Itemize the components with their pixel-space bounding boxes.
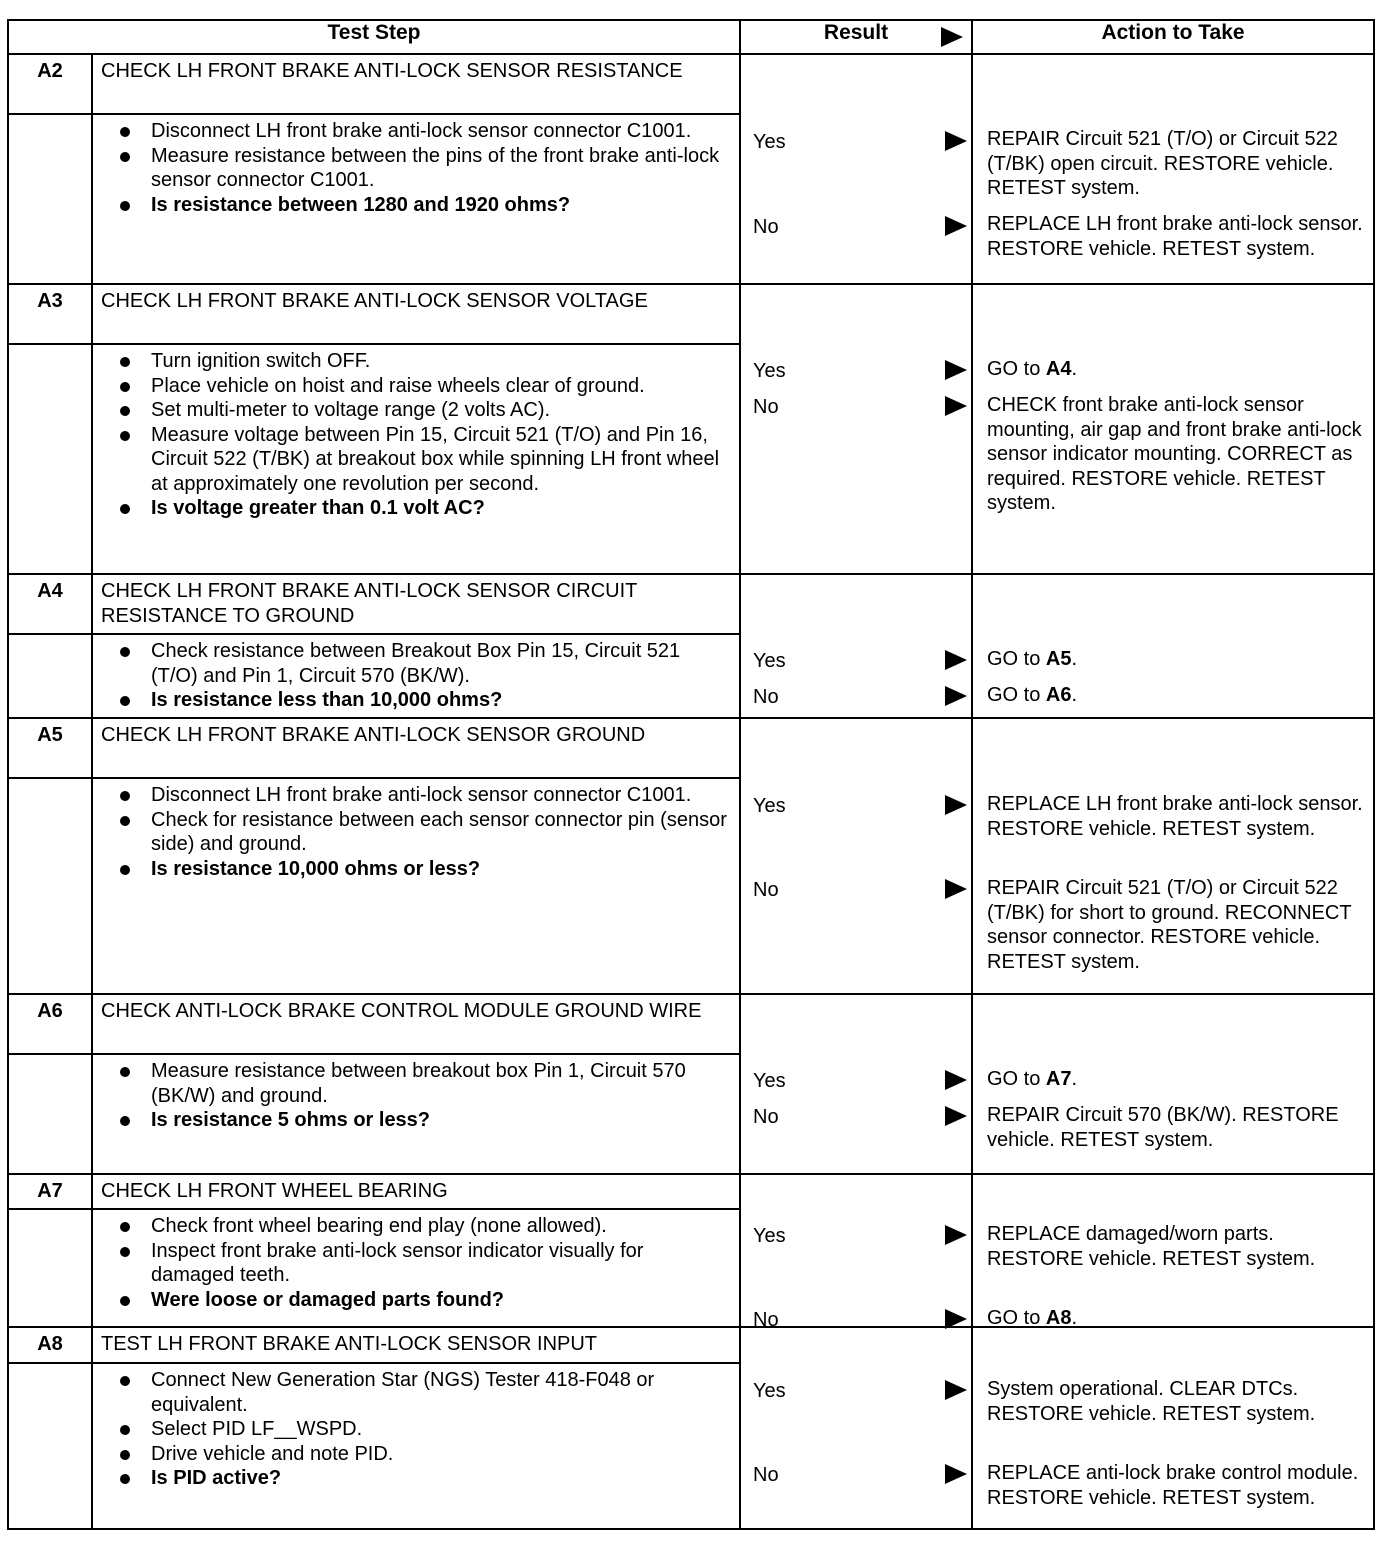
step-title: TEST LH FRONT BRAKE ANTI-LOCK SENSOR INPUT	[92, 1327, 740, 1363]
action-suffix: .	[1071, 358, 1078, 380]
result-label-yes: Yes	[753, 795, 786, 817]
action-step-ref: A4	[1045, 358, 1072, 380]
step-title: CHECK LH FRONT BRAKE ANTI-LOCK SENSOR GROUND	[92, 718, 740, 778]
result-cell	[740, 1327, 972, 1529]
instruction-question: Is resistance 5 ohms or less?	[117, 1108, 731, 1133]
action-step-ref: A8	[1045, 1307, 1072, 1329]
action-text: REPLACE anti-lock brake control module. RESTORE vehicle. RETEST system.	[987, 1462, 1359, 1509]
action-text: REPAIR Circuit 521 (T/O) or Circuit 522 (T/BK) open circuit. RESTORE vehicle. RETEST system.	[987, 128, 1338, 199]
action-step-ref: A6	[1045, 684, 1072, 706]
instruction-item: Place vehicle on hoist and raise wheels clear of ground.	[117, 374, 731, 399]
result-label-yes: Yes	[753, 650, 786, 672]
result-label-yes: Yes	[753, 1225, 786, 1247]
instruction-list	[117, 349, 731, 521]
arrow-right-icon	[945, 216, 967, 236]
step-instructions	[92, 1363, 740, 1529]
step-instructions	[92, 114, 740, 284]
step-id: A2	[8, 54, 92, 114]
arrow-right-icon	[945, 131, 967, 151]
instruction-item: Turn ignition switch OFF.	[117, 349, 731, 374]
instruction-list	[117, 1368, 731, 1491]
action-suffix: .	[1071, 648, 1078, 670]
instruction-item: Set multi-meter to voltage range (2 volts AC).	[117, 398, 731, 423]
action-cell	[972, 574, 1374, 718]
arrow-right-icon	[945, 1225, 967, 1245]
instruction-item: Drive vehicle and note PID.	[117, 1442, 731, 1467]
action-prefix: GO to	[987, 1307, 1046, 1329]
action-text	[987, 647, 1369, 672]
action-step-ref: A5	[1045, 648, 1072, 670]
action-text: REPLACE damaged/worn parts. RESTORE vehicle. RETEST system.	[987, 1223, 1316, 1270]
arrow-right-icon	[945, 1380, 967, 1400]
action-text: REPLACE LH front brake anti-lock sensor. RESTORE vehicle. RETEST system.	[987, 793, 1363, 840]
step-title-row	[8, 718, 1374, 778]
result-label-no: No	[753, 396, 779, 418]
instruction-question: Were loose or damaged parts found?	[117, 1288, 731, 1313]
action-text	[987, 357, 1369, 382]
step-title: CHECK ANTI-LOCK BRAKE CONTROL MODULE GROUND WIRE	[92, 994, 740, 1054]
action-prefix: GO to	[987, 684, 1046, 706]
step-title-row	[8, 1174, 1374, 1209]
instruction-item: Check resistance between Breakout Box Pin 15, Circuit 521 (T/O) and Pin 1, Circuit 570 (BK/W).	[117, 639, 731, 688]
action-text: REPLACE LH front brake anti-lock sensor. RESTORE vehicle. RETEST system.	[987, 213, 1363, 260]
instruction-question: Is PID active?	[117, 1466, 731, 1491]
result-label-no: No	[753, 686, 779, 708]
result-cell	[740, 284, 972, 574]
instruction-item: Disconnect LH front brake anti-lock sensor connector C1001.	[117, 783, 731, 808]
action-text	[987, 1067, 1369, 1092]
action-text: CHECK front brake anti-lock sensor mounting, air gap and front brake anti-lock sensor indicator mounting. CORRECT as required. RESTORE vehicle. RETEST system.	[987, 394, 1362, 514]
action-suffix: .	[1071, 1068, 1078, 1090]
action-suffix: .	[1071, 684, 1078, 706]
arrow-right-icon	[945, 1309, 967, 1329]
action-suffix: .	[1071, 1307, 1078, 1329]
result-cell	[740, 574, 972, 718]
action-prefix: GO to	[987, 358, 1046, 380]
result-label-yes: Yes	[753, 360, 786, 382]
step-id: A8	[8, 1327, 92, 1363]
instruction-item: Disconnect LH front brake anti-lock sensor connector C1001.	[117, 119, 731, 144]
arrow-right-icon	[941, 27, 963, 47]
instruction-item: Check for resistance between each sensor connector pin (sensor side) and ground.	[117, 808, 731, 857]
diagnostic-table-sheet	[7, 19, 1373, 1537]
result-label-no: No	[753, 1464, 779, 1486]
action-prefix: GO to	[987, 648, 1046, 670]
step-title: CHECK LH FRONT BRAKE ANTI-LOCK SENSOR RESISTANCE	[92, 54, 740, 114]
step-id-spacer	[8, 344, 92, 574]
instruction-question: Is resistance between 1280 and 1920 ohms?	[117, 193, 731, 218]
result-label-yes: Yes	[753, 131, 786, 153]
action-text	[987, 683, 1369, 708]
table-header-row	[8, 20, 1374, 54]
step-title-row	[8, 284, 1374, 344]
arrow-right-icon	[945, 360, 967, 380]
arrow-right-icon	[945, 650, 967, 670]
step-id-spacer	[8, 778, 92, 994]
step-instructions	[92, 634, 740, 718]
instruction-list	[117, 1214, 731, 1312]
step-instructions	[92, 344, 740, 574]
action-text: System operational. CLEAR DTCs. RESTORE vehicle. RETEST system.	[987, 1378, 1316, 1425]
arrow-right-icon	[945, 1464, 967, 1484]
step-title-row	[8, 1327, 1374, 1363]
instruction-item: Measure resistance between breakout box Pin 1, Circuit 570 (BK/W) and ground.	[117, 1059, 731, 1108]
result-cell	[740, 994, 972, 1174]
result-label-no: No	[753, 216, 779, 238]
step-title: CHECK LH FRONT BRAKE ANTI-LOCK SENSOR CIRCUIT RESISTANCE TO GROUND	[92, 574, 740, 634]
step-instructions	[92, 1209, 740, 1327]
step-id: A5	[8, 718, 92, 778]
instruction-question: Is resistance less than 10,000 ohms?	[117, 688, 731, 713]
instruction-list	[117, 1059, 731, 1133]
arrow-right-icon	[945, 1106, 967, 1126]
step-id: A4	[8, 574, 92, 634]
instruction-list	[117, 639, 731, 713]
result-cell	[740, 1174, 972, 1331]
arrow-right-icon	[945, 686, 967, 706]
step-id-spacer	[8, 1054, 92, 1174]
action-cell	[972, 1327, 1374, 1529]
action-cell	[972, 994, 1374, 1174]
instruction-item: Measure voltage between Pin 15, Circuit 521 (T/O) and Pin 16, Circuit 522 (T/BK) at breakout box while spinning LH front wheel at approximately one revolution per second.	[117, 423, 731, 497]
result-label-no: No	[753, 879, 779, 901]
instruction-question: Is voltage greater than 0.1 volt AC?	[117, 496, 731, 521]
action-cell	[972, 718, 1374, 994]
instruction-item: Measure resistance between the pins of the front brake anti-lock sensor connector C1001.	[117, 144, 731, 193]
step-id: A6	[8, 994, 92, 1054]
action-text: REPAIR Circuit 570 (BK/W). RESTORE vehicle. RETEST system.	[987, 1104, 1339, 1151]
result-label-yes: Yes	[753, 1070, 786, 1092]
instruction-item: Select PID LF__WSPD.	[117, 1417, 731, 1442]
step-id-spacer	[8, 114, 92, 284]
arrow-right-icon	[945, 879, 967, 899]
result-cell	[740, 54, 972, 284]
step-title-row	[8, 54, 1374, 114]
arrow-right-icon	[945, 1070, 967, 1090]
step-id-spacer	[8, 1363, 92, 1529]
action-cell	[972, 54, 1374, 284]
action-prefix: GO to	[987, 1068, 1046, 1090]
result-label-yes: Yes	[753, 1380, 786, 1402]
result-label-no: No	[753, 1309, 779, 1331]
test-step-header: Test Step	[8, 20, 740, 54]
arrow-right-icon	[945, 396, 967, 416]
result-label-no: No	[753, 1106, 779, 1128]
step-instructions	[92, 1054, 740, 1174]
step-title-row	[8, 994, 1374, 1054]
action-header: Action to Take	[972, 20, 1374, 54]
action-cell	[972, 1174, 1374, 1327]
result-header: Result	[740, 20, 972, 54]
step-id-spacer	[8, 634, 92, 718]
arrow-right-icon	[945, 795, 967, 815]
instruction-item: Inspect front brake anti-lock sensor indicator visually for damaged teeth.	[117, 1239, 731, 1288]
instruction-item: Connect New Generation Star (NGS) Tester 418-F048 or equivalent.	[117, 1368, 731, 1417]
step-id: A7	[8, 1174, 92, 1209]
action-cell	[972, 284, 1374, 574]
action-step-ref: A7	[1045, 1068, 1072, 1090]
step-id: A3	[8, 284, 92, 344]
step-title: CHECK LH FRONT BRAKE ANTI-LOCK SENSOR VOLTAGE	[92, 284, 740, 344]
diagnostic-table	[7, 19, 1375, 1530]
action-text: REPAIR Circuit 521 (T/O) or Circuit 522 (T/BK) for short to ground. RECONNECT sensor connector. RESTORE vehicle. RETEST system.	[987, 877, 1352, 973]
step-id-spacer	[8, 1209, 92, 1327]
step-title-row	[8, 574, 1374, 634]
result-cell	[740, 718, 972, 994]
instruction-list	[117, 119, 731, 217]
instruction-question: Is resistance 10,000 ohms or less?	[117, 857, 731, 882]
step-instructions	[92, 778, 740, 994]
step-title: CHECK LH FRONT WHEEL BEARING	[92, 1174, 740, 1209]
instruction-list	[117, 783, 731, 881]
instruction-item: Check front wheel bearing end play (none allowed).	[117, 1214, 731, 1239]
